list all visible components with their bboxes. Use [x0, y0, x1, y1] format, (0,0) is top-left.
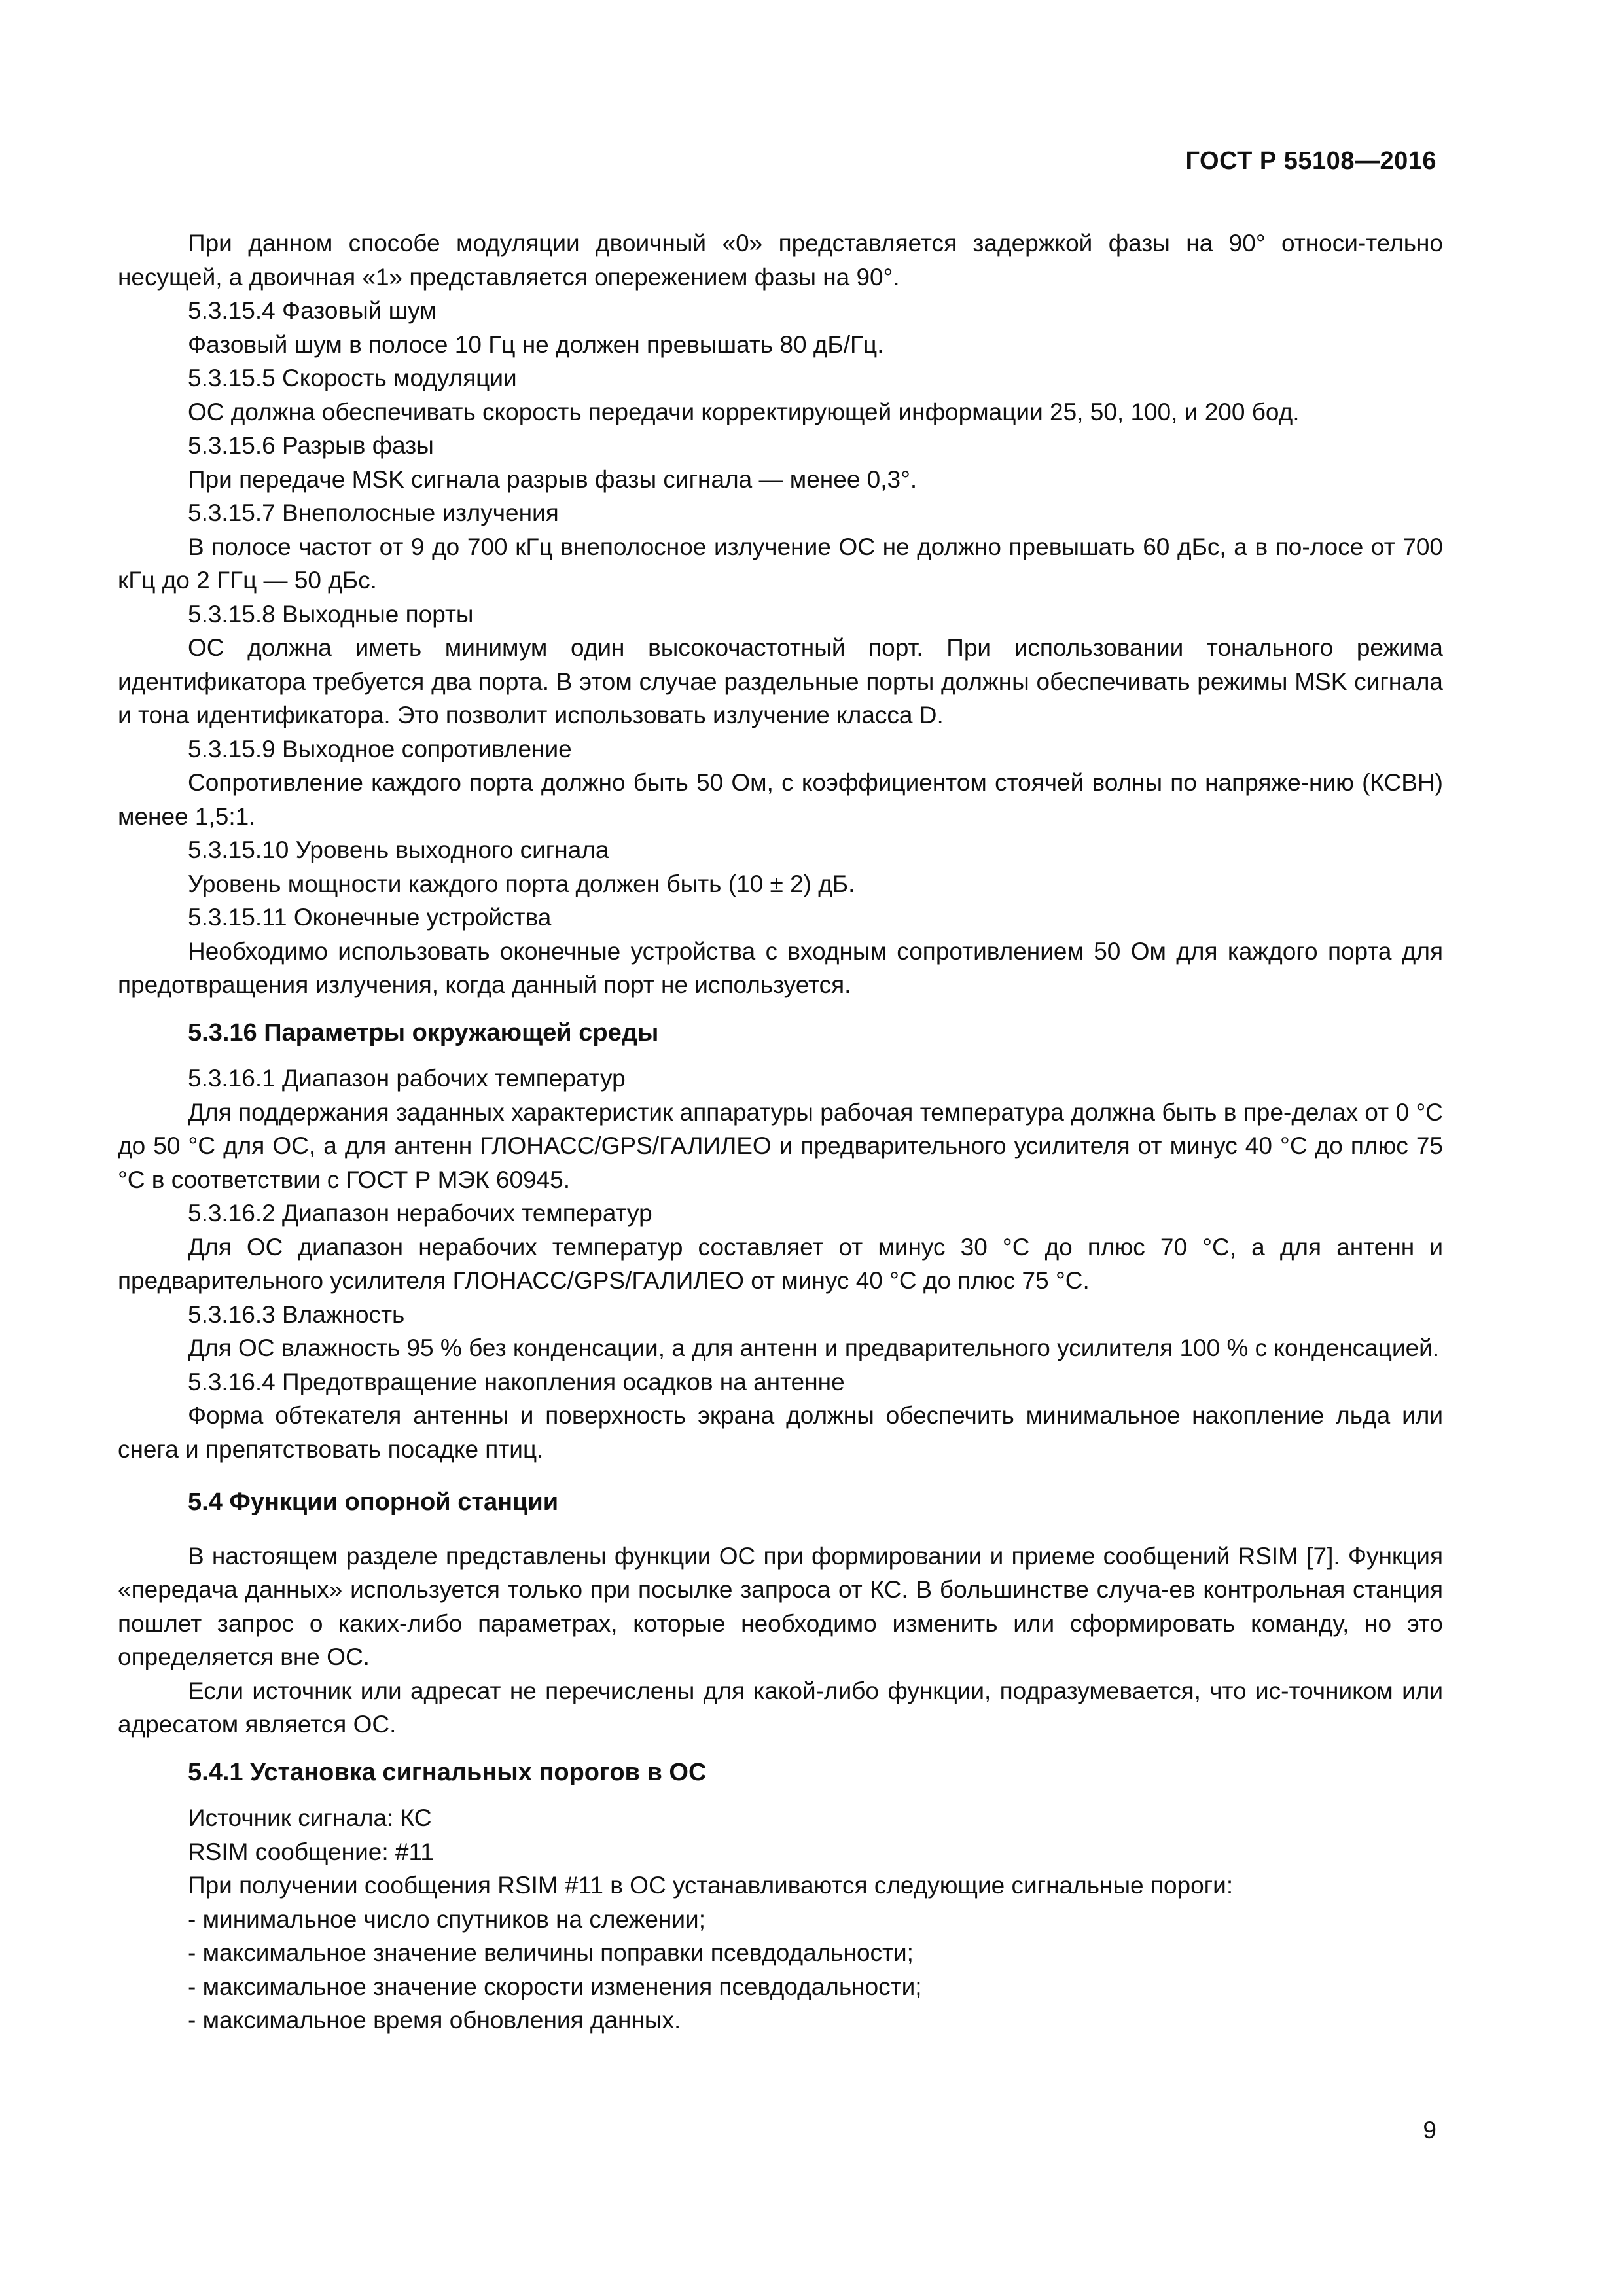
- clause-title-5-3-15-10: 5.3.15.10 Уровень выходного сигнала: [188, 836, 609, 863]
- clause-title-5-3-15-6: 5.3.15.6 Разрыв фазы: [188, 432, 434, 459]
- clause-text-5-3-15-5: ОС должна обеспечивать скорость передачи корректирующей информации 25, 50, 100, и 200 бод.: [188, 398, 1300, 425]
- section-heading-5-3-16: 5.3.16 Параметры окружающей среды: [188, 1018, 659, 1047]
- clause-title-5-3-15-9: 5.3.15.9 Выходное сопротивление: [188, 735, 572, 762]
- clause-text-5-3-15-6: При передаче MSK сигнала разрыв фазы сигнала — менее 0,3°.: [188, 465, 918, 493]
- clause-title-5-3-15-8: 5.3.15.8 Выходные порты: [188, 600, 474, 628]
- clause-text-5-3-15-4: Фазовый шум в полосе 10 Гц не должен превышать 80 дБ/Гц.: [188, 331, 884, 358]
- clause-title-5-3-16-3: 5.3.16.3 Влажность: [188, 1300, 405, 1328]
- page-number: 9: [1423, 2117, 1436, 2144]
- clause-title-5-3-15-5: 5.3.15.5 Скорость модуляции: [188, 365, 517, 391]
- section-heading-5-4-1: 5.4.1 Установка сигнальных порогов в ОС: [188, 1758, 707, 1786]
- clause-text-5-3-16-1: Для поддержания заданных характеристик аппаратуры рабочая температура должна быть в пре-делах от 0 °С до 50 °С для ОС, а для антенн ГЛОНАСС/GPS/ГАЛИЛЕО и предварительного усилителя от минус 40 °С до плюс 75 °С в соответствии с ГОСТ Р МЭК 60945.: [118, 1098, 1443, 1193]
- paragraph-functions-intro: В настоящем разделе представлены функции ОС при формировании и приеме сообщений RSIM [7]. Функция «передача данных» используется только при посылке запроса от КС. В большинстве случа-ев контрольная станция пошлет запрос о каких-либо параметрах, которые необходимо изменить или сформировать команду, но это определяется вне ОС.: [118, 1542, 1443, 1670]
- list-item: - максимальное время обновления данных.: [188, 2007, 681, 2034]
- rsim-message: RSIM сообщение: #11: [188, 1838, 434, 1865]
- signal-source: Источник сигнала: КС: [188, 1804, 432, 1831]
- clause-text-5-3-15-10: Уровень мощности каждого порта должен быть (10 ± 2) дБ.: [188, 870, 855, 897]
- list-item: - минимальное число спутников на слежении;: [188, 1905, 705, 1933]
- clause-text-5-3-15-8: ОС должна иметь минимум один высокочастотный порт. При использовании тонального режима идентификатора требуется два порта. В этом случае раздельные порты должны обеспечивать режимы MSK сигнала и тона идентификатора. Это позволит использовать излучение класса D.: [118, 634, 1443, 728]
- paragraph-modulation: При данном способе модуляции двоичный «0» представляется задержкой фазы на 90° относи-тельно несущей, а двоичная «1» представляется опережением фазы на 90°.: [118, 230, 1443, 291]
- clause-text-5-3-15-7: В полосе частот от 9 до 700 кГц внеполосное излучение ОС не должно превышать 60 дБс, а в по-лосе от 700 кГц до 2 ГГц — 50 дБс.: [118, 533, 1443, 594]
- clause-title-5-3-15-4: 5.3.15.4 Фазовый шум: [188, 297, 437, 324]
- thresholds-intro: При получении сообщения RSIM #11 в ОС устанавливаются следующие сигнальные пороги:: [188, 1872, 1234, 1899]
- paragraph-default-source: Если источник или адресат не перечислены для какой-либо функции, подразумевается, что ис-точником или адресатом является ОС.: [118, 1677, 1443, 1738]
- clause-text-5-3-15-11: Необходимо использовать оконечные устройства с входным сопротивлением 50 Ом для каждого порта для предотвращения излучения, когда данный порт не используется.: [118, 937, 1443, 998]
- document-code: ГОСТ Р 55108—2016: [1185, 147, 1436, 175]
- clause-text-5-3-15-9: Сопротивление каждого порта должно быть 50 Ом, с коэффициентом стоячей волны по напряже-нию (КСВН) менее 1,5:1.: [118, 769, 1443, 830]
- clause-title-5-3-15-7: 5.3.15.7 Внеполосные излучения: [188, 499, 559, 526]
- list-item: - максимальное значение величины поправки псевдодальности;: [188, 1939, 914, 1966]
- clause-text-5-3-16-4: Форма обтекателя антенны и поверхность экрана должны обеспечить минимальное накопление льда или снега и препятствовать посадке птиц.: [118, 1402, 1443, 1463]
- clause-title-5-3-16-1: 5.3.16.1 Диапазон рабочих температур: [188, 1065, 626, 1092]
- clause-title-5-3-15-11: 5.3.15.11 Оконечные устройства: [188, 904, 552, 931]
- thresholds-list: [118, 1903, 1443, 2037]
- list-item: - максимальное значение скорости изменения псевдодальности;: [188, 1973, 922, 2000]
- clause-title-5-3-16-2: 5.3.16.2 Диапазон нерабочих температур: [188, 1200, 652, 1227]
- clause-title-5-3-16-4: 5.3.16.4 Предотвращение накопления осадков на антенне: [188, 1368, 845, 1395]
- clause-text-5-3-16-3: Для ОС влажность 95 % без конденсации, а для антенн и предварительного усилителя 100 % с конденсацией.: [188, 1335, 1440, 1361]
- clause-text-5-3-16-2: Для ОС диапазон нерабочих температур составляет от минус 30 °С до плюс 70 °С, а для антенн и предварительного усилителя ГЛОНАСС/GPS/ГАЛИЛЕО от минус 40 °С до плюс 75 °С.: [118, 1233, 1443, 1294]
- document-body: [118, 226, 1443, 2037]
- section-heading-5-4: 5.4 Функции опорной станции: [188, 1488, 559, 1516]
